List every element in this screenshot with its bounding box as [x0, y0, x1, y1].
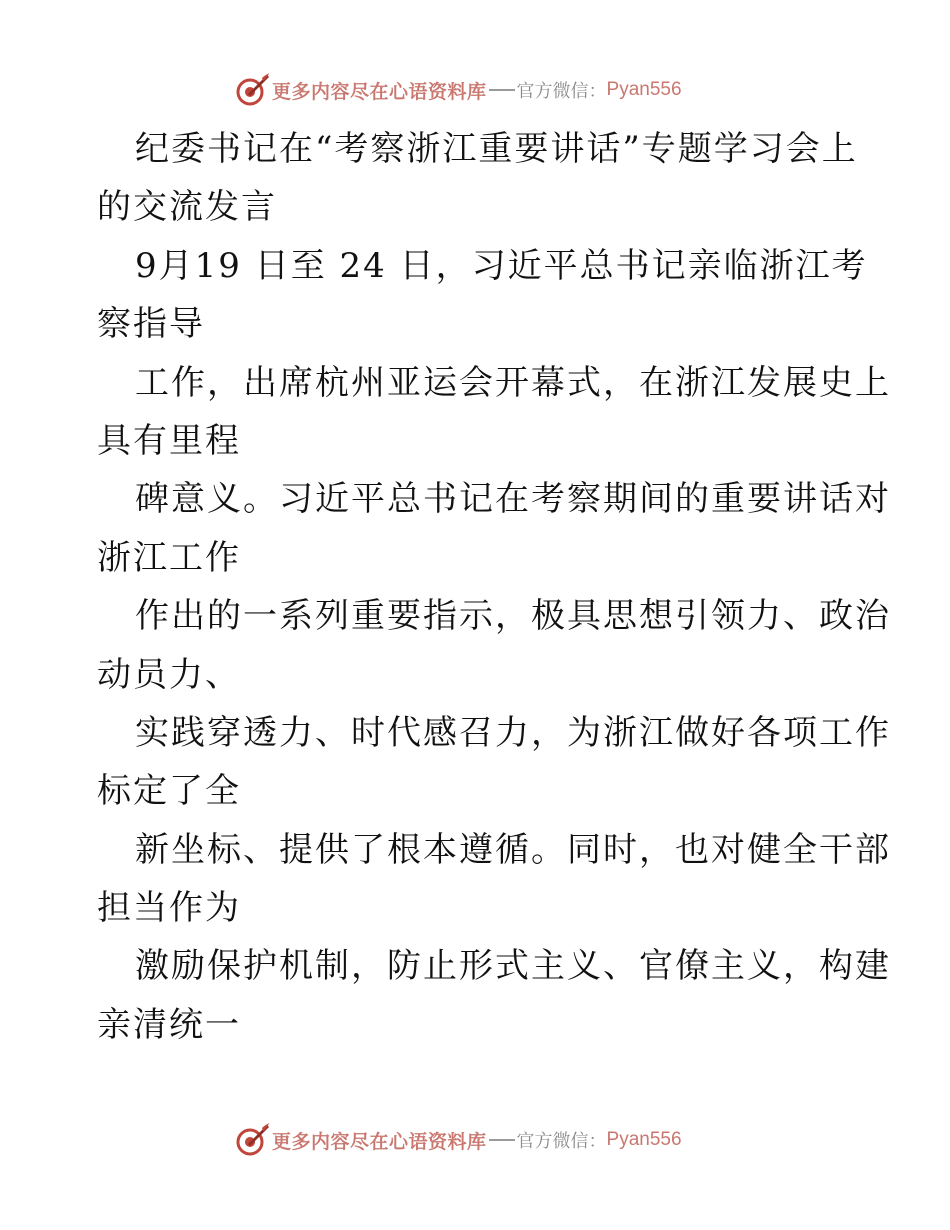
quill-logo-icon [234, 72, 270, 108]
banner-divider [489, 89, 515, 91]
banner-divider [489, 1139, 515, 1141]
banner-site-text: 更多内容尽在心语资料库 [272, 80, 487, 103]
banner-wechat-id: Pyan556 [606, 79, 682, 100]
document-body [97, 120, 891, 1054]
body-line: 浙江工作 [97, 537, 241, 578]
footer-banner [234, 1122, 682, 1158]
body-line: 纪委书记在“考察浙江重要讲话”专题学习会上 [135, 129, 858, 169]
quill-logo-icon [234, 1122, 270, 1158]
body-line: 担当作为 [97, 888, 241, 929]
banner-wechat-id: Pyan556 [606, 1129, 682, 1150]
body-line: 的交流发言 [97, 187, 277, 228]
body-line: 标定了全 [97, 771, 241, 812]
banner-wechat-label: 官方微信： [516, 1131, 607, 1152]
body-line: 工作，出席杭州亚运会开幕式，在浙江发展史上 [135, 362, 891, 403]
body-line: 9月19 日至 24 日，习近平总书记亲临浙江考 [135, 245, 868, 286]
header-banner [234, 72, 682, 108]
body-line: 激励保护机制，防止形式主义、官僚主义，构建 [135, 946, 891, 987]
body-line: 具有里程 [97, 420, 241, 461]
body-line: 作出的一系列重要指示，极具思想引领力、政治 [135, 596, 891, 637]
body-line: 动员力、 [97, 654, 241, 695]
body-line: 碑意义。习近平总书记在考察期间的重要讲话对 [135, 479, 891, 520]
body-line: 新坐标、提供了根本遵循。同时，也对健全干部 [135, 829, 891, 870]
banner-site-text: 更多内容尽在心语资料库 [272, 1130, 487, 1153]
body-line: 察指导 [97, 304, 205, 345]
body-line: 亲清统一 [97, 1004, 241, 1045]
body-line: 实践穿透力、时代感召力，为浙江做好各项工作 [135, 712, 891, 753]
banner-wechat-label: 官方微信： [516, 81, 607, 102]
